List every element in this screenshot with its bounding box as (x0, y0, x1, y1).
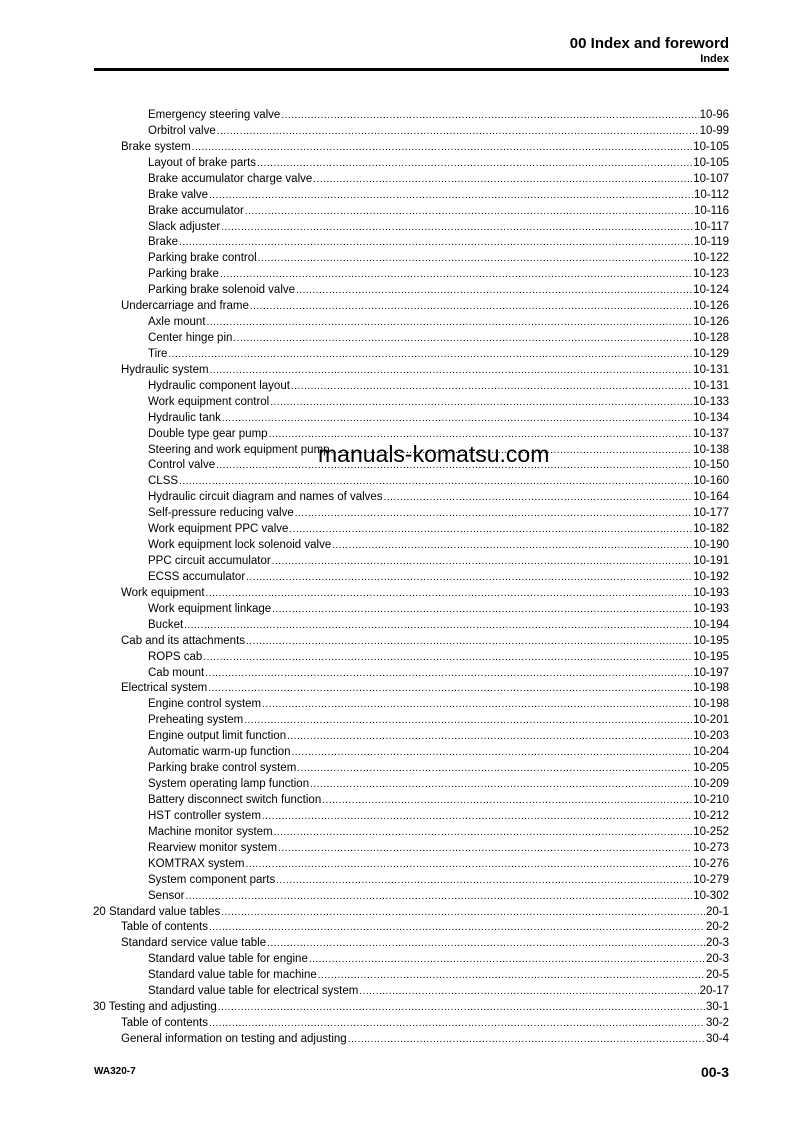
dot-leader (348, 1032, 705, 1048)
toc-entry[interactable] (148, 728, 729, 744)
dot-leader (295, 506, 692, 522)
dot-leader (220, 267, 692, 283)
dot-leader (185, 889, 692, 905)
toc-entry[interactable] (148, 521, 729, 537)
toc-entry[interactable] (121, 298, 729, 314)
toc-entry-page: 10-210 (693, 793, 729, 806)
dot-leader (276, 873, 692, 889)
toc-entry-page: 10-182 (693, 523, 729, 536)
toc-entry-label: Undercarriage and frame (121, 300, 249, 313)
watermark: manuals-komatsu.com (318, 441, 550, 467)
dot-leader (209, 188, 693, 204)
toc-entry-page: 10-131 (693, 363, 729, 376)
toc-entry-page: 10-273 (693, 841, 729, 854)
toc-entry[interactable] (148, 712, 729, 728)
section-subtitle: Index (700, 53, 729, 65)
dot-leader (318, 968, 705, 984)
toc-entry-label: Parking brake control system (148, 762, 297, 775)
toc-entry-label: Steering and work equipment pump (148, 443, 330, 456)
toc-entry-page: 10-131 (693, 379, 729, 392)
toc-entry[interactable] (148, 187, 729, 203)
toc-entry-label: CLSS (148, 475, 179, 488)
toc-entry-page: 10-276 (693, 857, 729, 870)
toc-entry-page: 10-105 (693, 140, 729, 153)
toc-entry-page: 10-193 (693, 602, 729, 615)
section-title: 00 Index and foreword (569, 35, 729, 52)
dot-leader (222, 411, 692, 427)
toc-entry-page: 10-150 (693, 459, 729, 472)
toc-entry[interactable] (148, 314, 729, 330)
toc-entry-page: 30-2 (705, 1017, 729, 1029)
dot-leader (245, 857, 692, 873)
dot-leader (359, 984, 698, 1000)
toc-entry-page: 10-197 (693, 666, 729, 679)
toc-entry-page: 10-122 (693, 252, 729, 265)
toc-entry-label: Control valve (148, 459, 216, 472)
toc-entry[interactable] (121, 935, 729, 951)
dot-leader (203, 650, 692, 666)
toc-entry[interactable] (148, 505, 729, 521)
toc-entry-label: PPC circuit accumulator (148, 555, 271, 568)
toc-entry[interactable] (148, 696, 729, 712)
toc-entry-label: Tire (148, 347, 168, 360)
dot-leader (270, 395, 692, 411)
toc-entry-label: System operating lamp function (148, 778, 310, 791)
toc-entry-label: Work equipment PPC valve (148, 523, 289, 536)
toc-entry-page: 10-126 (693, 316, 729, 329)
toc-entry[interactable] (148, 951, 729, 967)
toc-entry-page: 10-126 (693, 300, 729, 313)
toc-entry-label: Hydraulic system (121, 363, 209, 376)
toc-entry[interactable] (121, 1031, 729, 1047)
toc-entry[interactable] (148, 617, 729, 633)
toc-entry-label: Parking brake control (148, 252, 257, 265)
toc-entry-label: Emergency steering valve (148, 109, 281, 121)
toc-entry[interactable] (148, 203, 729, 219)
toc-entry[interactable] (148, 346, 729, 362)
toc-entry[interactable] (148, 888, 729, 904)
toc-entry-page: 10-177 (693, 507, 729, 520)
dot-leader (292, 745, 693, 761)
dot-leader (384, 490, 693, 506)
dot-leader (209, 1016, 705, 1032)
dot-leader (207, 315, 693, 331)
toc-entry-label: General information on testing and adjusting (121, 1032, 347, 1045)
dot-leader (209, 920, 705, 936)
dot-leader (272, 602, 692, 618)
toc-entry-page: 10-134 (693, 411, 729, 424)
toc-entry[interactable] (148, 649, 729, 665)
toc-entry-label: Engine control system (148, 698, 262, 711)
dot-leader (309, 952, 705, 968)
toc-entry-page: 10-205 (693, 762, 729, 775)
toc-entry[interactable] (148, 250, 729, 266)
toc-entry-page: 20-1 (705, 905, 729, 918)
dot-leader (179, 235, 693, 251)
toc-entry-label: ROPS cab (148, 650, 203, 663)
toc-entry-label: Brake system (121, 140, 191, 153)
toc-entry-page: 10-201 (693, 714, 729, 727)
toc-entry-label: Work equipment (121, 586, 205, 599)
toc-entry-label: Layout of brake parts (148, 156, 257, 169)
toc-entry-page: 10-195 (693, 650, 729, 663)
toc-entry-label: Rearview monitor system (148, 841, 278, 854)
toc-entry-label: Machine monitor system (148, 825, 273, 838)
toc-entry-label: Hydraulic component layout (148, 379, 290, 392)
toc-entry-page: 20-17 (699, 985, 729, 998)
toc-entry[interactable] (148, 426, 729, 442)
toc-entry-page: 10-137 (693, 427, 729, 440)
toc-entry-label: Axle mount (148, 316, 206, 329)
dot-leader (287, 729, 692, 745)
toc-entry[interactable] (121, 585, 729, 601)
toc-entry[interactable] (148, 410, 729, 426)
dot-leader (297, 761, 692, 777)
toc-entry-label: Cab mount (148, 666, 205, 679)
dot-leader (192, 140, 693, 156)
toc-entry[interactable] (148, 856, 729, 872)
toc-entry-label: Brake accumulator charge valve (148, 172, 313, 185)
toc-entry-page: 10-302 (693, 889, 729, 902)
toc-entry[interactable] (148, 824, 729, 840)
toc-entry-page: 10-212 (693, 809, 729, 822)
toc-entry-page: 10-198 (693, 682, 729, 695)
dot-leader (168, 347, 692, 363)
header-rule (94, 68, 729, 71)
toc-entry-page: 10-279 (693, 873, 729, 886)
toc-entry-page: 10-195 (693, 634, 729, 647)
toc-entry-label: Work equipment lock solenoid valve (148, 539, 332, 552)
toc-entry-label: 30 Testing and adjusting (93, 1001, 217, 1014)
toc-entry[interactable] (148, 744, 729, 760)
dot-leader (233, 331, 692, 347)
toc-entry[interactable] (148, 776, 729, 792)
toc-entry-page: 20-3 (705, 937, 729, 950)
toc-entry-label: ECSS accumulator (148, 570, 246, 583)
toc-entry-label: Table of contents (121, 921, 208, 934)
toc-entry[interactable] (121, 919, 729, 935)
toc-entry[interactable] (148, 872, 729, 888)
toc-entry[interactable] (148, 171, 729, 187)
toc-entry[interactable] (148, 155, 729, 171)
toc-entry-label: Hydraulic circuit diagram and names of valves (148, 491, 383, 504)
toc-entry-label: Slack adjuster (148, 220, 221, 233)
toc-entry-page: 10-190 (693, 539, 729, 552)
dot-leader (262, 809, 692, 825)
toc-entry-label: Table of contents (121, 1017, 208, 1029)
toc-entry-page: 10-117 (694, 220, 729, 233)
toc-entry-label: Automatic warm-up function (148, 746, 291, 759)
toc-entry[interactable] (93, 999, 729, 1015)
dot-leader (250, 299, 692, 315)
toc-entry-label: Double type gear pump (148, 427, 268, 440)
dot-leader (205, 666, 692, 682)
toc-entry-page: 10-107 (693, 172, 729, 185)
toc-entry[interactable] (148, 219, 729, 235)
toc-entry-page: 20-2 (705, 921, 729, 934)
toc-entry-page: 10-160 (693, 475, 729, 488)
dot-leader (246, 570, 692, 586)
dot-leader (313, 172, 692, 188)
toc-entry-page: 10-123 (693, 268, 729, 281)
dot-leader (179, 474, 692, 490)
toc-entry-page: 10-209 (693, 778, 729, 791)
toc-entry-page: 10-99 (699, 124, 729, 137)
dot-leader (289, 522, 692, 538)
toc-entry[interactable] (121, 1015, 729, 1031)
toc-entry-page: 10-191 (693, 555, 729, 568)
toc-entry-page: 10-204 (693, 746, 729, 759)
dot-leader (246, 634, 692, 650)
toc-entry-label: Cab and its attachments (121, 634, 246, 647)
toc-entry-page: 10-192 (693, 570, 729, 583)
toc-entry-label: Parking brake (148, 268, 219, 281)
toc-entry-label: Brake (148, 236, 179, 249)
toc-entry-page: 10-96 (699, 109, 729, 121)
toc-entry-label: Standard value table for electrical system (148, 985, 359, 998)
toc-entry-label: Work equipment linkage (148, 602, 272, 615)
toc-entry-page: 10-193 (693, 586, 729, 599)
toc-entry-page: 10-112 (694, 188, 729, 201)
toc-entry-page: 10-133 (693, 395, 729, 408)
toc-entry-label: Sensor (148, 889, 185, 902)
toc-entry[interactable] (148, 330, 729, 346)
toc-entry[interactable] (148, 489, 729, 505)
toc-entry[interactable] (148, 266, 729, 282)
toc-entry-label: Standard service value table (121, 937, 267, 950)
toc-entry-page: 30-1 (705, 1001, 729, 1014)
toc-entry[interactable] (148, 808, 729, 824)
toc-entry[interactable] (148, 601, 729, 617)
toc-entry-page: 10-128 (693, 332, 729, 345)
footer-page-number: 00-3 (700, 1064, 729, 1080)
toc-entry[interactable] (148, 967, 729, 983)
toc-entry[interactable] (148, 983, 729, 999)
toc-entry-label: Engine output limit function (148, 730, 287, 743)
dot-leader (274, 825, 693, 841)
toc-entry[interactable] (148, 537, 729, 553)
toc-entry[interactable] (148, 792, 729, 808)
toc-entry-page: 10-164 (693, 491, 729, 504)
dot-leader (310, 777, 692, 793)
toc-entry-label: Brake valve (148, 188, 209, 201)
toc-entry-page: 10-105 (693, 156, 729, 169)
toc-entry[interactable] (148, 378, 729, 394)
dot-leader (257, 156, 692, 172)
toc-entry-label: Brake accumulator (148, 204, 244, 217)
dot-leader (291, 379, 692, 395)
dot-leader (221, 905, 705, 921)
toc-entry-page: 10-116 (694, 204, 729, 217)
toc-entry[interactable] (121, 633, 729, 649)
toc-entry-label: Work equipment control (148, 395, 270, 408)
dot-leader (210, 363, 693, 379)
toc-entry-label: Battery disconnect switch function (148, 793, 322, 806)
dot-leader (245, 204, 693, 220)
dot-leader (218, 1000, 705, 1016)
toc-entry[interactable] (148, 282, 729, 298)
footer-model: WA320-7 (94, 1066, 136, 1077)
dot-leader (278, 841, 692, 857)
toc-entry[interactable] (121, 680, 729, 696)
toc-entry-page: 20-5 (705, 969, 729, 982)
toc-entry-page: 10-203 (693, 730, 729, 743)
toc-entry[interactable] (148, 760, 729, 776)
toc-entry[interactable] (148, 473, 729, 489)
toc-entry-label: HST controller system (148, 809, 261, 822)
dot-leader (258, 251, 693, 267)
toc-entry-page: 30-4 (705, 1032, 729, 1045)
dot-leader (332, 538, 692, 554)
toc-entry[interactable] (148, 234, 729, 250)
toc-entry[interactable] (148, 665, 729, 681)
dot-leader (221, 220, 693, 236)
toc-entry[interactable] (121, 139, 729, 155)
toc-entry[interactable] (148, 840, 729, 856)
toc-entry-page: 10-252 (693, 825, 729, 838)
toc-entry-label: Parking brake solenoid valve (148, 284, 296, 297)
toc-entry[interactable] (93, 904, 729, 920)
toc-entry-page: 10-194 (693, 618, 729, 631)
toc-entry-label: Center hinge pin (148, 332, 233, 345)
toc-entry[interactable] (148, 107, 729, 123)
dot-leader (208, 681, 692, 697)
dot-leader (244, 713, 692, 729)
toc-entry-label: 20 Standard value tables (93, 905, 221, 918)
toc-entry-label: Standard value table for machine (148, 969, 317, 982)
dot-leader (322, 793, 692, 809)
toc-entry-label: Hydraulic tank (148, 411, 221, 424)
toc-entry-page: 10-124 (693, 284, 729, 297)
toc-entry-label: KOMTRAX system (148, 857, 245, 870)
dot-leader (262, 697, 692, 713)
dot-leader (217, 124, 699, 140)
dot-leader (184, 618, 692, 634)
toc-entry-page: 10-198 (693, 698, 729, 711)
toc-entry-label: Preheating system (148, 714, 244, 727)
toc-entry[interactable] (121, 362, 729, 378)
dot-leader (272, 554, 692, 570)
toc-entry-page: 10-138 (693, 443, 729, 456)
dot-leader (206, 586, 693, 602)
toc-entry[interactable] (148, 569, 729, 585)
toc-entry[interactable] (148, 394, 729, 410)
toc-entry-label: Standard value table for engine (148, 953, 308, 966)
toc-entry-label: System component parts (148, 873, 276, 886)
toc-entry-page: 10-129 (693, 347, 729, 360)
toc-entry[interactable] (148, 553, 729, 569)
dot-leader (281, 108, 698, 124)
toc-entry-label: Bucket (148, 618, 184, 631)
toc-entry[interactable] (148, 123, 729, 139)
toc-entry-label: Electrical system (121, 682, 208, 695)
toc-entry-page: 10-119 (694, 236, 729, 249)
toc-entry-label: Orbitrol valve (148, 124, 216, 137)
toc-entry-label: Self-pressure reducing valve (148, 507, 294, 520)
dot-leader (296, 283, 692, 299)
dot-leader (267, 936, 705, 952)
toc-entry-page: 20-3 (705, 953, 729, 966)
